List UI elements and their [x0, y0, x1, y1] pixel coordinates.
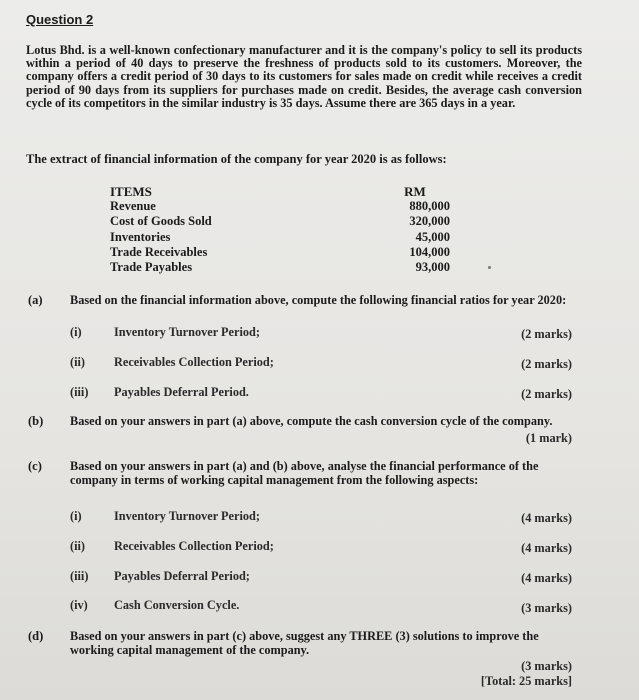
table-row — [110, 199, 450, 214]
part-a-i-text: Inventory Turnover Period; — [114, 325, 260, 339]
part-a-iii-num: (iii) — [70, 385, 89, 399]
part-b-text: Based on your answers in part (a) above, compute the cash conversion cycle of the company. — [70, 414, 553, 428]
part-a-ii-marks: (2 marks) — [521, 357, 572, 371]
part-a-ii-num: (ii) — [70, 355, 86, 369]
part-d-label: (d) — [28, 629, 44, 643]
part-b-label: (b) — [28, 414, 44, 428]
part-c-iv-num: (iv) — [70, 598, 88, 612]
part-c-iv-marks: (3 marks) — [521, 601, 572, 615]
extract-heading: The extract of financial information of the company for year 2020 is as follows: — [26, 152, 447, 166]
row-rm: 320,000 — [409, 214, 450, 229]
header-items: ITEMS — [110, 184, 152, 199]
part-c-i-marks: (4 marks) — [521, 511, 572, 525]
part-a-iii-text: Payables Deferral Period. — [114, 385, 249, 399]
part-c-iv-text: Cash Conversion Cycle. — [114, 598, 240, 612]
row-item: Cost of Goods Sold — [110, 214, 212, 229]
part-c-ii-num: (ii) — [70, 539, 86, 553]
intro-paragraph: Lotus Bhd. is a well-known confectionary manufacturer and it is the company's policy to sell its products within a period of 40 days to preserve the freshness of products sold to its customers. Moreover, the company offers a credit period of 30 days to its customers for sales made on credit while receives a credit period of 90 days from its suppliers for purchases made on credit. Besides, the average cash conversion cycle of its competitors in the similar industry is 35 days. Assume there are 365 days in a year. — [26, 43, 582, 110]
part-c-text: Based on your answers in part (a) and (b) above, analyse the financial performance of the company in terms of working capital management from the following aspects: — [70, 459, 539, 487]
part-a-i-marks: (2 marks) — [521, 327, 572, 341]
part-c-iii-text: Payables Deferral Period; — [114, 569, 250, 583]
part-c-ii-text: Receivables Collection Period; — [114, 539, 274, 553]
speck-mark — [488, 266, 491, 269]
financial-table — [110, 184, 450, 275]
row-item: Trade Payables — [110, 259, 193, 274]
part-d-text: Based on your answers in part (c) above, suggest any THREE (3) solutions to improve the working capital management of the company. — [70, 629, 539, 657]
part-a-ii-text: Receivables Collection Period; — [114, 355, 274, 369]
header-rm: RM — [404, 184, 426, 199]
row-item: Inventories — [110, 229, 171, 244]
total-marks: [Total: 25 marks] — [480, 674, 572, 688]
table-row — [110, 245, 450, 260]
table-row — [110, 230, 450, 245]
row-rm: 104,000 — [409, 244, 450, 259]
part-a-text: Based on the financial information above, compute the following financial ratios for year 2020: — [70, 293, 567, 307]
part-c-i-num: (i) — [70, 509, 82, 523]
row-rm: 880,000 — [409, 199, 450, 214]
table-header-row — [110, 184, 450, 199]
question-title: Question 2 — [26, 12, 94, 27]
part-c-ii-marks: (4 marks) — [521, 541, 572, 555]
row-rm: 45,000 — [415, 229, 450, 244]
part-c-iii-num: (iii) — [70, 569, 89, 583]
part-c-iii-marks: (4 marks) — [521, 571, 572, 585]
part-b-marks: (1 mark) — [525, 431, 572, 445]
part-a-i-num: (i) — [70, 325, 82, 339]
part-c-label: (c) — [28, 459, 42, 473]
table-row — [110, 260, 450, 275]
row-rm: 93,000 — [415, 259, 450, 274]
row-item: Revenue — [110, 199, 156, 214]
part-a-label: (a) — [28, 293, 43, 307]
part-c-i-text: Inventory Turnover Period; — [114, 509, 260, 523]
part-d-marks: (3 marks) — [521, 659, 572, 673]
table-row — [110, 214, 450, 229]
part-a-iii-marks: (2 marks) — [521, 387, 572, 401]
row-item: Trade Receivables — [110, 244, 208, 259]
